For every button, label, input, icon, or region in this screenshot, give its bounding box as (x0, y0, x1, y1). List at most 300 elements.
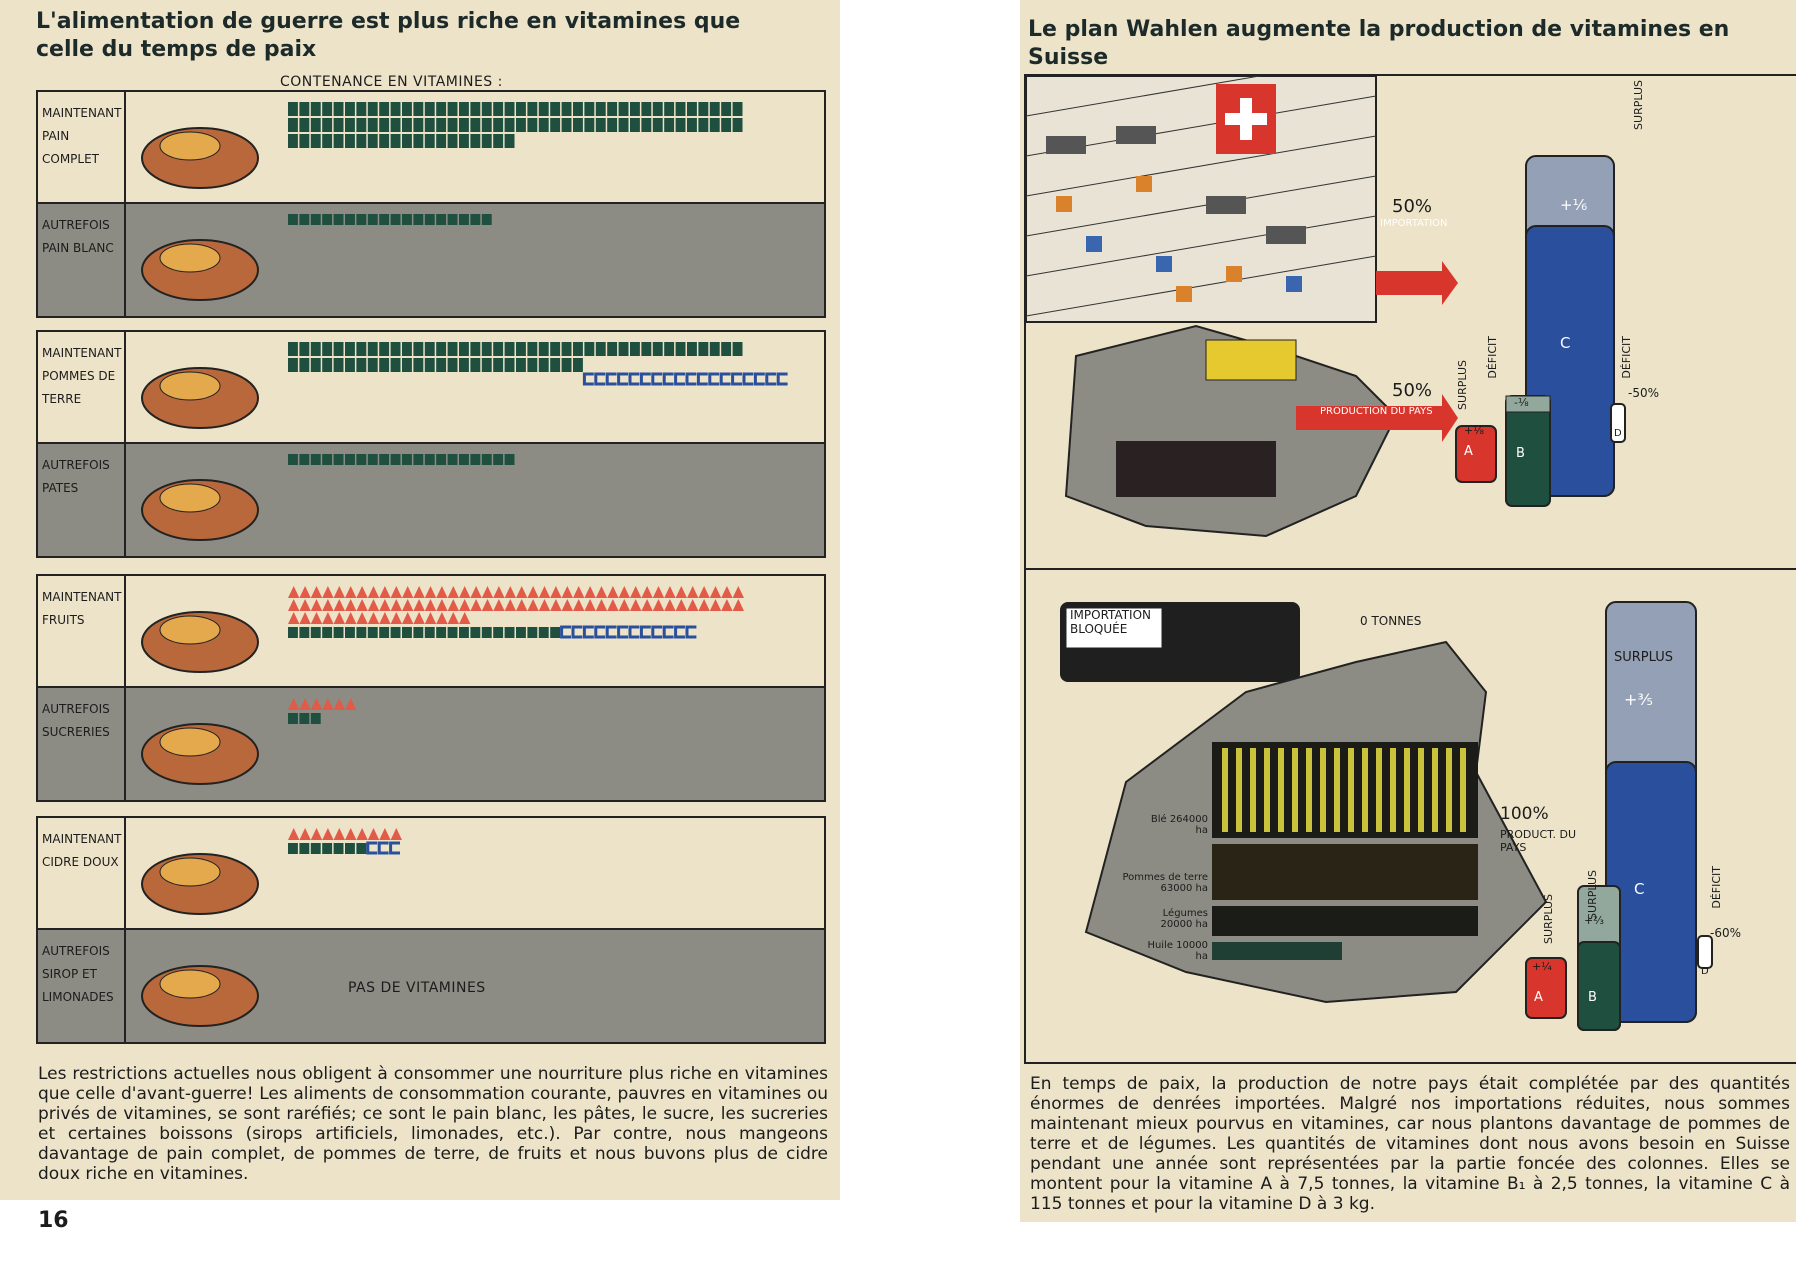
green-square-mark (391, 102, 401, 116)
green-square-mark (516, 358, 526, 372)
right-page-title: Le plan Wahlen augmente la production de vitamines en Suisse (1028, 17, 1730, 70)
green-square-mark (436, 102, 446, 116)
row-food: SUCRERIES (42, 725, 110, 739)
green-square-mark (413, 134, 423, 148)
red-triangle-mark (345, 612, 356, 624)
row-label (42, 342, 122, 411)
green-square-mark (607, 118, 617, 132)
upper-b-deficit: -⅛ (1514, 396, 1529, 409)
prod-100: 100% (1500, 804, 1549, 824)
green-square-mark (516, 342, 526, 356)
green-square-mark (379, 627, 389, 638)
green-square-mark (550, 358, 560, 372)
green-square-mark (539, 342, 549, 356)
blue-bracket-mark (391, 843, 400, 853)
green-square-mark (653, 102, 663, 116)
green-square-mark (334, 118, 344, 132)
row-era: AUTREFOIS (42, 218, 110, 232)
green-square-mark (356, 454, 366, 465)
green-square-mark (379, 358, 389, 372)
green-square-mark (539, 358, 549, 372)
green-square-mark (448, 627, 458, 638)
green-square-mark (345, 102, 355, 116)
red-triangle-mark (356, 599, 367, 611)
green-square-mark (562, 342, 572, 356)
green-square-mark (402, 214, 412, 225)
green-square-mark (345, 342, 355, 356)
green-square-mark (698, 342, 708, 356)
red-triangle-mark (311, 828, 322, 840)
green-square-mark (311, 627, 321, 638)
red-triangle-mark (436, 612, 447, 624)
green-square-mark (413, 454, 423, 465)
crop-pdt: Pommes de terre 63000 ha (1122, 872, 1208, 894)
green-square-mark (584, 118, 594, 132)
red-triangle-mark (493, 599, 504, 611)
red-triangle-mark (379, 828, 390, 840)
green-square-mark (493, 102, 503, 116)
green-square-mark (630, 102, 640, 116)
red-triangle-mark (425, 586, 436, 598)
row-food: POMMES DE TERRE (42, 369, 116, 406)
red-triangle-mark (482, 599, 493, 611)
green-square-mark (493, 118, 503, 132)
red-triangle-mark (448, 599, 459, 611)
lower-vitamin-columns (1526, 602, 1712, 1030)
green-square-mark (482, 627, 492, 638)
green-square-mark (482, 454, 492, 465)
green-square-mark (391, 342, 401, 356)
green-square-mark (391, 118, 401, 132)
green-square-mark (550, 342, 560, 356)
blue-bracket-mark (778, 374, 787, 384)
red-triangle-mark (413, 612, 424, 624)
red-triangle-mark (459, 612, 470, 624)
green-square-mark (413, 102, 423, 116)
green-square-mark (482, 214, 492, 225)
red-triangle-mark (573, 586, 584, 598)
green-square-mark (607, 102, 617, 116)
red-triangle-mark (664, 599, 675, 611)
green-square-mark (345, 134, 355, 148)
green-square-mark (345, 118, 355, 132)
row-label (42, 940, 122, 1009)
vitamin-row-5 (36, 574, 826, 690)
red-triangle-mark (299, 612, 310, 624)
blue-bracket-mark (687, 627, 696, 637)
green-square-mark (288, 214, 298, 225)
prod-pct: 50% (1392, 380, 1433, 401)
red-triangle-mark (687, 586, 698, 598)
red-triangle-mark (288, 698, 299, 710)
row-era: AUTREFOIS (42, 944, 110, 958)
red-triangle-mark (413, 586, 424, 598)
vitamin-row-3 (36, 330, 826, 446)
prod-label: PRODUCTION DU PAYS (1320, 406, 1433, 417)
green-square-mark (379, 454, 389, 465)
green-square-mark (299, 134, 309, 148)
blue-bracket-mark (562, 627, 571, 637)
frame-divider (1024, 568, 1796, 570)
blue-bracket-mark (653, 374, 662, 384)
green-square-mark (470, 134, 480, 148)
blue-bracket-mark (721, 374, 730, 384)
blue-bracket-mark (710, 374, 719, 384)
row-label (42, 828, 122, 874)
green-square-mark (322, 342, 332, 356)
green-square-mark (550, 102, 560, 116)
green-square-mark (641, 342, 651, 356)
blue-bracket-mark (607, 627, 616, 637)
green-square-mark (630, 342, 640, 356)
red-triangle-mark (721, 599, 732, 611)
blue-bracket-mark (619, 374, 628, 384)
green-square-mark (482, 102, 492, 116)
red-triangle-mark (676, 599, 687, 611)
red-triangle-mark (619, 586, 630, 598)
blue-bracket-mark (767, 374, 776, 384)
row-label (42, 586, 122, 632)
green-square-mark (619, 102, 629, 116)
blue-bracket-mark (664, 627, 673, 637)
red-triangle-mark (356, 828, 367, 840)
blue-bracket-mark (630, 374, 639, 384)
blue-bracket-mark (755, 374, 764, 384)
food-illustration (130, 696, 276, 792)
green-square-mark (470, 627, 480, 638)
lower-surplus-text: SURPLUS (1614, 650, 1674, 665)
red-triangle-mark (516, 599, 527, 611)
green-square-mark (322, 627, 332, 638)
blue-bracket-mark (653, 627, 662, 637)
red-triangle-mark (573, 599, 584, 611)
import-pct: 50% (1392, 196, 1433, 217)
green-square-mark (322, 214, 332, 225)
green-square-mark (402, 102, 412, 116)
green-square-mark (573, 342, 583, 356)
bar-area (288, 818, 848, 930)
bar-area (288, 332, 848, 444)
vit-c-label-2: C (1634, 880, 1645, 898)
green-square-mark (448, 118, 458, 132)
green-square-mark (493, 627, 503, 638)
green-square-mark (573, 102, 583, 116)
red-triangle-mark (687, 599, 698, 611)
green-square-mark (299, 118, 309, 132)
green-square-mark (493, 134, 503, 148)
red-triangle-mark (356, 612, 367, 624)
red-triangle-mark (356, 586, 367, 598)
green-square-mark (334, 843, 344, 854)
red-triangle-mark (630, 599, 641, 611)
green-square-mark (436, 214, 446, 225)
red-triangle-mark (425, 612, 436, 624)
green-square-mark (322, 358, 332, 372)
green-square-mark (562, 358, 572, 372)
green-square-mark (470, 102, 480, 116)
food-illustration (130, 212, 276, 308)
green-square-mark (322, 102, 332, 116)
green-square-mark (584, 102, 594, 116)
green-square-mark (596, 118, 606, 132)
lower-d-deficit: -60% (1710, 926, 1742, 940)
row-food: SIROP ET LIMONADES (42, 967, 114, 1004)
red-triangle-mark (379, 612, 390, 624)
green-square-mark (448, 102, 458, 116)
red-triangle-mark (379, 586, 390, 598)
green-square-mark (664, 102, 674, 116)
import-blocked: IMPORTATION BLOQUÉE (1070, 608, 1152, 636)
green-square-mark (368, 118, 378, 132)
green-square-mark (311, 843, 321, 854)
green-square-mark (550, 118, 560, 132)
green-square-mark (288, 454, 298, 465)
green-square-mark (505, 342, 515, 356)
vitamin-row-1 (36, 90, 826, 206)
green-square-mark (356, 102, 366, 116)
green-square-mark (299, 627, 309, 638)
green-square-mark (584, 342, 594, 356)
blue-bracket-mark (596, 627, 605, 637)
red-triangle-mark (322, 586, 333, 598)
green-square-mark (345, 454, 355, 465)
green-square-mark (334, 454, 344, 465)
green-square-mark (436, 342, 446, 356)
green-square-mark (516, 102, 526, 116)
crop-leg: Légumes 20000 ha (1160, 908, 1208, 930)
red-triangle-mark (527, 599, 538, 611)
green-square-mark (482, 118, 492, 132)
green-square-mark (402, 134, 412, 148)
red-triangle-mark (334, 586, 345, 598)
red-triangle-mark (436, 586, 447, 598)
green-square-mark (311, 342, 321, 356)
green-square-mark (334, 342, 344, 356)
bar-area (288, 576, 848, 688)
green-square-mark (425, 134, 435, 148)
vit-a-label: A (1464, 444, 1473, 459)
green-square-mark (733, 342, 743, 356)
right-body-text: En temps de paix, la production de notre pays était complétée par des quantités énormes de denrées importées. Malgré nos importations réduites, nous sommes maintenant mieux pourvus en vitamines, car nous plantons davantage de pommes de terre et de légumes. Les quantités de vitamines dont nous avons besoin en Suisse pendant une année sont représentées par la partie foncée des colonnes. Elles se montent pour la vitamine A à 7,5 tonnes, la vitamine B₁ à 2,5 tonnes, la vitamine C à 115 tonnes et pour la vitamine D à 3 kg. (1030, 1074, 1790, 1214)
red-triangle-mark (311, 698, 322, 710)
green-square-mark (470, 454, 480, 465)
green-square-mark (425, 118, 435, 132)
green-square-mark (322, 843, 332, 854)
green-square-mark (391, 214, 401, 225)
green-square-mark (425, 454, 435, 465)
green-square-mark (356, 358, 366, 372)
lower-a-surplus: +¼ (1532, 960, 1552, 973)
green-square-mark (687, 342, 697, 356)
vit-c-label: C (1560, 334, 1571, 352)
green-square-mark (356, 214, 366, 225)
green-square-mark (402, 358, 412, 372)
red-triangle-mark (299, 828, 310, 840)
green-square-mark (322, 118, 332, 132)
red-triangle-mark (391, 586, 402, 598)
left-page (0, 0, 840, 1200)
red-triangle-mark (653, 586, 664, 598)
green-square-mark (311, 102, 321, 116)
red-triangle-mark (641, 599, 652, 611)
blue-bracket-mark (368, 843, 377, 853)
green-square-mark (299, 713, 309, 724)
green-square-mark (288, 358, 298, 372)
green-square-mark (664, 342, 674, 356)
green-square-mark (459, 118, 469, 132)
bar-area (288, 688, 848, 800)
green-square-mark (516, 627, 526, 638)
green-square-mark (391, 134, 401, 148)
green-square-mark (345, 843, 355, 854)
left-body-text: Les restrictions actuelles nous obligent à consommer une nourriture plus riche en vitamines que celle d'avant-guerre! Les aliments de consommation courante, pauvres en vitamines ou privés de vitamines, se sont raréfiés; ce sont le pain blanc, les pâtes, le sucre, les sucreries et certaines boissons (sirops artificiels, limonades, etc.). Par contre, nous mangeons davantage de pain complet, de pommes de terre, de fruits et nous buvons plus de cidre doux riche en vitamines. (38, 1064, 828, 1184)
green-square-mark (573, 118, 583, 132)
green-square-mark (539, 118, 549, 132)
vitamin-row-4 (36, 442, 826, 558)
red-triangle-mark (368, 586, 379, 598)
peacetime-scene (1026, 76, 1796, 566)
upper-vitamin-columns (1456, 156, 1625, 506)
green-square-mark (288, 627, 298, 638)
red-triangle-mark (630, 586, 641, 598)
red-triangle-mark (322, 698, 333, 710)
red-triangle-mark (288, 599, 299, 611)
blue-bracket-mark (676, 374, 685, 384)
green-square-mark (288, 102, 298, 116)
green-square-mark (288, 118, 298, 132)
green-square-mark (368, 134, 378, 148)
prod-100-label: PRODUCT. DU PAYS (1500, 828, 1577, 854)
green-square-mark (299, 342, 309, 356)
green-square-mark (721, 342, 731, 356)
red-triangle-mark (493, 586, 504, 598)
green-square-mark (505, 454, 515, 465)
green-square-mark (402, 118, 412, 132)
red-triangle-mark (311, 599, 322, 611)
red-triangle-mark (402, 612, 413, 624)
red-triangle-mark (334, 698, 345, 710)
red-triangle-mark (607, 586, 618, 598)
green-square-mark (459, 342, 469, 356)
red-triangle-mark (391, 828, 402, 840)
green-square-mark (493, 358, 503, 372)
red-triangle-mark (322, 828, 333, 840)
green-square-mark (550, 627, 560, 638)
green-square-mark (368, 454, 378, 465)
green-square-mark (368, 627, 378, 638)
lower-c-surplus: +⅗ (1624, 690, 1653, 709)
row-era: MAINTENANT (42, 346, 122, 360)
green-square-mark (470, 118, 480, 132)
red-triangle-mark (607, 599, 618, 611)
red-triangle-mark (413, 599, 424, 611)
green-square-mark (664, 118, 674, 132)
green-square-mark (391, 627, 401, 638)
red-triangle-mark (311, 612, 322, 624)
red-triangle-mark (425, 599, 436, 611)
red-triangle-mark (539, 599, 550, 611)
green-square-mark (448, 214, 458, 225)
green-square-mark (413, 118, 423, 132)
red-triangle-mark (448, 612, 459, 624)
green-square-mark (698, 118, 708, 132)
green-square-mark (413, 358, 423, 372)
green-square-mark (299, 214, 309, 225)
green-square-mark (641, 118, 651, 132)
red-triangle-mark (698, 599, 709, 611)
green-square-mark (721, 118, 731, 132)
green-square-mark (413, 342, 423, 356)
blue-bracket-mark (584, 627, 593, 637)
vit-b-label: B (1516, 446, 1525, 461)
crop-huile: Huile 10000 ha (1147, 940, 1208, 962)
green-square-mark (368, 214, 378, 225)
red-triangle-mark (334, 599, 345, 611)
red-triangle-mark (299, 698, 310, 710)
green-square-mark (448, 454, 458, 465)
red-triangle-mark (368, 599, 379, 611)
blue-bracket-mark (584, 374, 593, 384)
red-triangle-mark (334, 612, 345, 624)
upper-b-deficit-label: DÉFICIT (1486, 336, 1499, 379)
food-illustration (130, 584, 276, 680)
green-square-mark (356, 627, 366, 638)
green-square-mark (527, 102, 537, 116)
green-square-mark (379, 118, 389, 132)
red-triangle-mark (368, 828, 379, 840)
chart-subtitle: CONTENANCE EN VITAMINES : (280, 74, 503, 90)
blue-bracket-mark (676, 627, 685, 637)
green-square-mark (653, 342, 663, 356)
vit-d-label-2: D (1701, 966, 1709, 977)
green-square-mark (402, 342, 412, 356)
green-square-mark (368, 102, 378, 116)
row-label (42, 698, 122, 744)
red-triangle-mark (459, 586, 470, 598)
vitamin-row-8 (36, 928, 826, 1044)
red-triangle-mark (653, 599, 664, 611)
upper-a-surplus: +⅛ (1464, 424, 1484, 437)
red-triangle-mark (516, 586, 527, 598)
blue-bracket-mark (641, 627, 650, 637)
red-triangle-mark (288, 612, 299, 624)
upper-d-deficit: -50% (1628, 386, 1660, 400)
red-triangle-mark (345, 698, 356, 710)
red-triangle-mark (733, 586, 744, 598)
green-square-mark (505, 627, 515, 638)
green-square-mark (334, 102, 344, 116)
green-square-mark (436, 627, 446, 638)
blue-bracket-mark (664, 374, 673, 384)
green-square-mark (436, 358, 446, 372)
red-triangle-mark (391, 599, 402, 611)
green-square-mark (299, 358, 309, 372)
bar-area (288, 444, 848, 556)
red-triangle-mark (288, 586, 299, 598)
green-square-mark (539, 627, 549, 638)
red-triangle-mark (288, 828, 299, 840)
green-square-mark (710, 342, 720, 356)
green-square-mark (607, 342, 617, 356)
red-triangle-mark (459, 599, 470, 611)
row-divider (124, 818, 126, 930)
green-square-mark (311, 713, 321, 724)
vit-d-label: D (1614, 428, 1622, 439)
green-square-mark (288, 843, 298, 854)
row-divider (124, 444, 126, 556)
red-triangle-mark (345, 586, 356, 598)
green-square-mark (482, 134, 492, 148)
